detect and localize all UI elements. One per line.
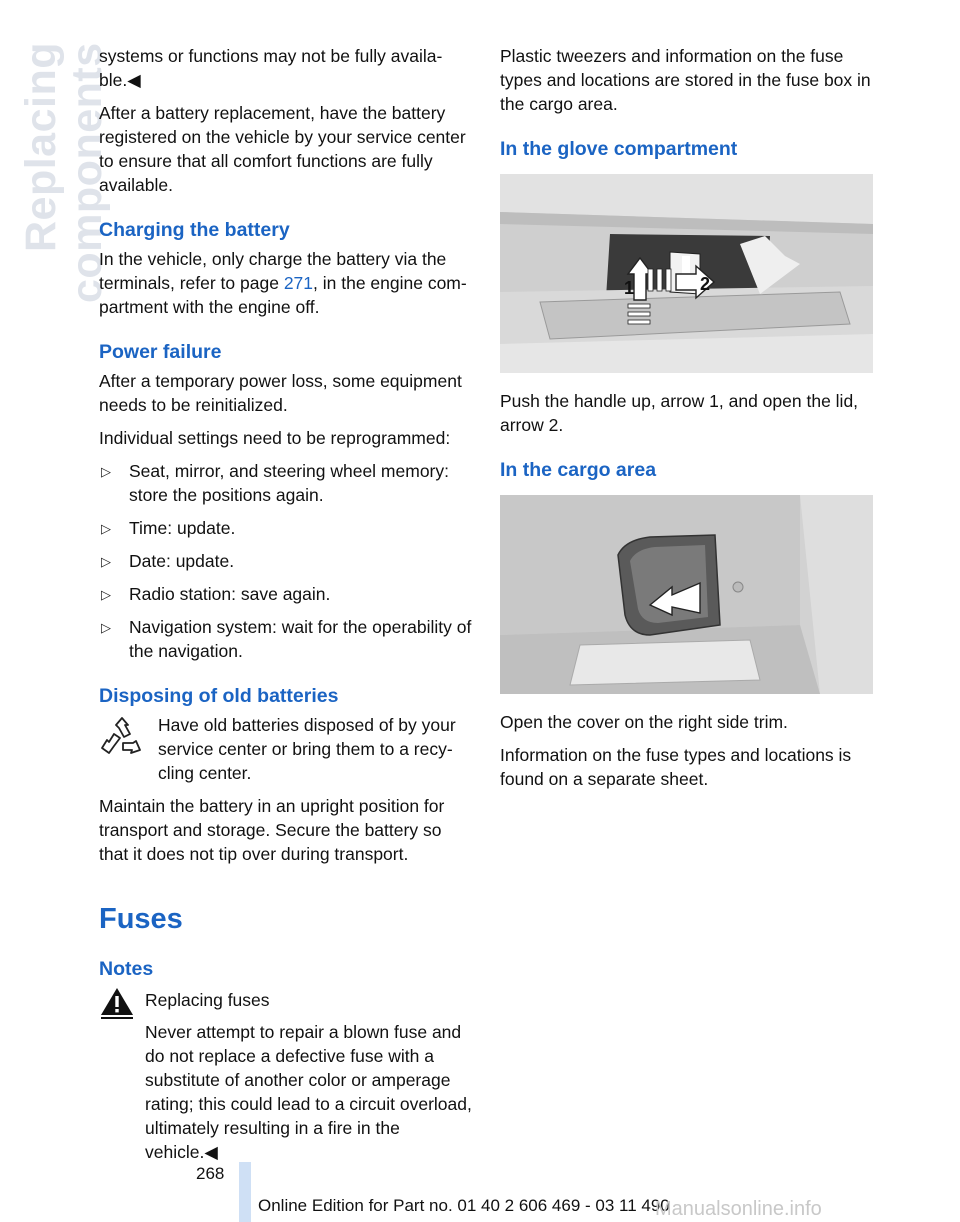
page-reference-link[interactable]: 271 [283, 273, 314, 293]
heading-charging-battery: Charging the battery [99, 219, 290, 241]
watermark: Manualsonline.info [655, 1198, 822, 1220]
warning-text-body: Never attempt to repair a blown fuse and do not replace a defective fuse with a substitute of another color or amperage rating; this could lead to a circuit overload, ultimately resulting in a fire in the vehicle.◀ [145, 1022, 472, 1162]
heading-fuses: Fuses [99, 903, 183, 935]
left-column [99, 44, 475, 1173]
recycling-note-text: Have old batteries disposed of by your service center or bring them to a recy‐cling center. [158, 715, 456, 783]
bullet-triangle-icon: ▷ [101, 587, 111, 602]
side-section-title: Replacing components [17, 42, 111, 303]
arrow-label-1: 1 [624, 278, 635, 298]
list-item-text: Seat, mirror, and steering wheel memory: store the positions again. [129, 461, 449, 505]
warning-text [99, 1020, 475, 1164]
list-item-text: Navigation system: wait for the operability of the navigation. [129, 617, 472, 661]
bullet-triangle-icon: ▷ [101, 521, 111, 536]
paragraph-charging [99, 247, 475, 319]
heading-cargo-area: In the cargo area [500, 459, 657, 481]
heading-disposing-batteries: Disposing of old batteries [99, 685, 339, 707]
list-item [99, 615, 475, 663]
bullet-triangle-icon: ▷ [101, 464, 111, 479]
cargo-area-illustration [500, 495, 873, 694]
heading-power-failure: Power failure [99, 341, 222, 363]
glove-compartment-figure [500, 174, 873, 373]
cargo-area-figure [500, 495, 873, 694]
heading-notes: Notes [99, 958, 154, 980]
warning-triangle-icon [99, 986, 135, 1020]
list-item [99, 549, 475, 573]
settings-list [99, 459, 475, 663]
paragraph-tweezers: Plastic tweezers and information on the fuse types and locations are stored in the fuse box in the cargo area. [500, 46, 871, 114]
arrow-label-2: 2 [700, 274, 711, 294]
recycle-icon [99, 715, 145, 761]
warning-block [99, 988, 475, 1164]
charging-text-pre: In the vehicle, only charge the battery via the terminals, refer to page [99, 249, 447, 293]
list-item-text: Time: update. [129, 518, 236, 538]
paragraph-reprogram: Individual settings need to be reprogrammed: [99, 428, 451, 448]
list-item-text: Radio station: save again. [129, 584, 331, 604]
cargo-paragraph-info: Information on the fuse types and locations is found on a separate sheet. [500, 745, 852, 789]
cargo-paragraph-open-cover: Open the cover on the right side trim. [500, 712, 788, 732]
list-item [99, 516, 475, 540]
glove-caption: Push the handle up, arrow 1, and open the lid, arrow 2. [500, 391, 859, 435]
glove-compartment-illustration [500, 174, 873, 373]
heading-glove-compartment: In the glove compartment [500, 138, 738, 160]
list-item-text: Date: update. [129, 551, 235, 571]
list-item [99, 582, 475, 606]
bullet-triangle-icon: ▷ [101, 554, 111, 569]
footer-accent-bar [239, 1162, 251, 1222]
paragraph-continuation: systems or functions may not be fully availa‐ble.◀ [99, 46, 443, 90]
right-column [500, 44, 876, 800]
warning-heading: Replacing fuses [145, 990, 270, 1010]
list-item [99, 459, 475, 507]
bullet-triangle-icon: ▷ [101, 620, 111, 635]
paragraph-battery-registration: After a battery replacement, have the battery registered on the vehicle by your service center to ensure that all comfort functions are fully available. [99, 103, 466, 195]
recycling-note [99, 713, 475, 785]
charging-text-post: , in the engine com‐partment with the engine off. [99, 273, 467, 317]
paragraph-power-loss: After a temporary power loss, some equipment needs to be reinitialized. [99, 371, 462, 415]
paragraph-upright: Maintain the battery in an upright position for transport and storage. Secure the battery so that it does not tip over during transport. [99, 796, 445, 864]
page-number: 268 [196, 1164, 225, 1183]
edition-footer: Online Edition for Part no. 01 40 2 606 469 - 03 11 490 [258, 1196, 670, 1215]
